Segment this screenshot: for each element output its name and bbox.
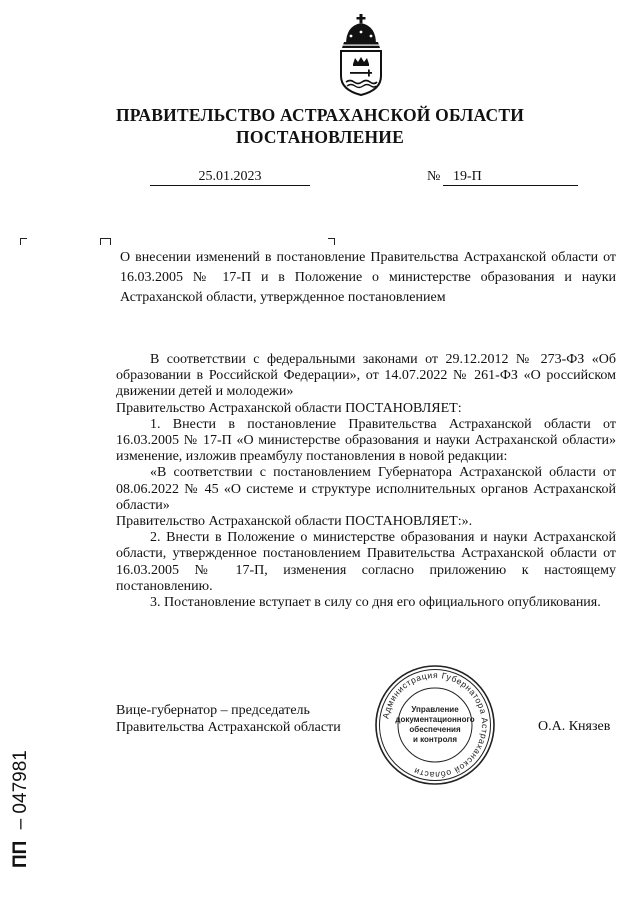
signatory-name: О.А. Князев	[538, 719, 611, 734]
stamp-center-line: Управление	[411, 705, 459, 714]
signatory-position-line: Вице-губернатор – председатель	[116, 703, 310, 718]
number-sign: №	[427, 169, 441, 184]
document-date: 25.01.2023	[150, 169, 310, 186]
serial-series: ПП	[10, 840, 31, 868]
stamp-center-line: обеспечения	[409, 725, 461, 734]
body-paragraph: 2. Внести в Положение о министерстве образования и науки Астраханской области, утвержденное постановлением Правительства Астраханской области от 16.03.2005 № 17-П, изменения согласно приложению к настоящему постановлению.	[116, 530, 616, 594]
document-subject: О внесении изменений в постановление Правительства Астраханской области от 16.03.2005 № 17-П и в Положение о министерстве образования и науки Астраханской области, утвержденное постановлением	[120, 250, 616, 305]
body-paragraph: Правительство Астраханской области ПОСТАНОВЛЯЕТ:».	[116, 514, 473, 530]
form-serial-number: ПП – 047981	[10, 750, 31, 868]
coat-of-arms-emblem	[332, 14, 390, 96]
signatory-position-line: Правительства Астраханской области	[116, 719, 341, 735]
serial-number: 047981	[10, 750, 31, 814]
document-type: ПОСТАНОВЛЕНИЕ	[236, 127, 404, 147]
stamp-center-line: документационного	[395, 715, 475, 724]
document-body	[116, 352, 616, 611]
corner-mark	[104, 238, 111, 245]
body-paragraph: «В соответствии с постановлением Губернатора Астраханской области от 08.06.2022 № 45 «О системе и структуре исполнительных органов Астраханской области»	[116, 465, 616, 513]
signatory-position	[116, 703, 341, 736]
corner-mark	[20, 238, 27, 245]
body-paragraph: 3. Постановление вступает в силу со дня его официального опубликования.	[150, 595, 601, 611]
document-number: 19-П	[443, 169, 578, 186]
government-title: ПРАВИТЕЛЬСТВО АСТРАХАНСКОЙ ОБЛАСТИ	[115, 105, 525, 125]
body-paragraph: В соответствии с федеральными законами от 29.12.2012 № 273-ФЗ «Об образовании в Российской Федерации», от 14.07.2022 № 261-ФЗ «О российском движении детей и молодежи»	[116, 352, 616, 400]
body-paragraph: 1. Внести в постановление Правительства Астраханской области от 16.03.2005 № 17-П «О министерстве образования и науки Астраханской области» изменение, изложив преамбулу постановления в новой редакции:	[116, 416, 616, 465]
body-paragraph: Правительство Астраханской области ПОСТАНОВЛЯЕТ:	[116, 400, 462, 416]
stamp-center-line: и контроля	[413, 735, 457, 744]
official-stamp	[374, 664, 496, 786]
corner-mark	[328, 238, 335, 245]
stamp-ring-text: Администрация Губернатора Астраханской области	[380, 669, 491, 781]
